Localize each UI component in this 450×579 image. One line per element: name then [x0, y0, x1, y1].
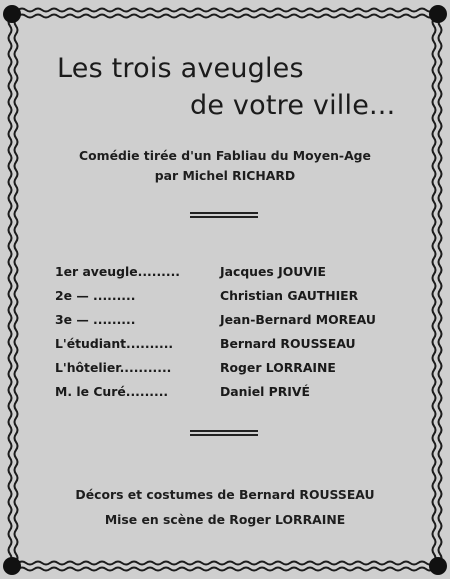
title-line-2: de votre ville...	[190, 90, 396, 121]
cast-row	[0, 384, 450, 402]
cast-row	[0, 312, 450, 330]
corner-ornament	[3, 557, 21, 575]
cast-row	[0, 360, 450, 378]
wavy-border-line	[18, 562, 432, 565]
wavy-border-line	[18, 9, 432, 12]
cast-role: 2e — .........	[55, 288, 136, 303]
cast-row	[0, 288, 450, 306]
corner-ornament	[429, 5, 447, 23]
cast-actor: Bernard ROUSSEAU	[220, 336, 356, 351]
cast-actor: Daniel PRIVÉ	[220, 384, 310, 399]
double-rule-divider	[190, 430, 258, 436]
double-rule-divider	[190, 212, 258, 218]
wavy-border-line	[18, 568, 432, 571]
title-line-1: Les trois aveugles	[57, 53, 304, 84]
cast-row	[0, 336, 450, 354]
cast-role: M. le Curé.........	[55, 384, 169, 399]
cast-role: 1er aveugle.........	[55, 264, 180, 279]
credit-line-2: Mise en scène de Roger LORRAINE	[104, 512, 346, 527]
cast-actor: Jean-Bernard MOREAU	[220, 312, 376, 327]
cast-actor: Christian GAUTHIER	[220, 288, 359, 303]
subtitle-line-1: Comédie tirée d'un Fabliau du Moyen-Age	[79, 148, 371, 163]
cast-role: L'étudiant..........	[55, 336, 174, 351]
corner-ornament	[429, 557, 447, 575]
cast-row	[0, 264, 450, 282]
wavy-border-line	[18, 15, 432, 18]
cast-actor: Jacques JOUVIE	[220, 264, 326, 279]
cast-role: 3e — .........	[55, 312, 136, 327]
cast-actor: Roger LORRAINE	[220, 360, 336, 375]
corner-ornament	[3, 5, 21, 23]
credit-line-1: Décors et costumes de Bernard ROUSSEAU	[75, 487, 375, 502]
cast-role: L'hôtelier...........	[55, 360, 172, 375]
subtitle-line-2: par Michel RICHARD	[154, 168, 296, 183]
